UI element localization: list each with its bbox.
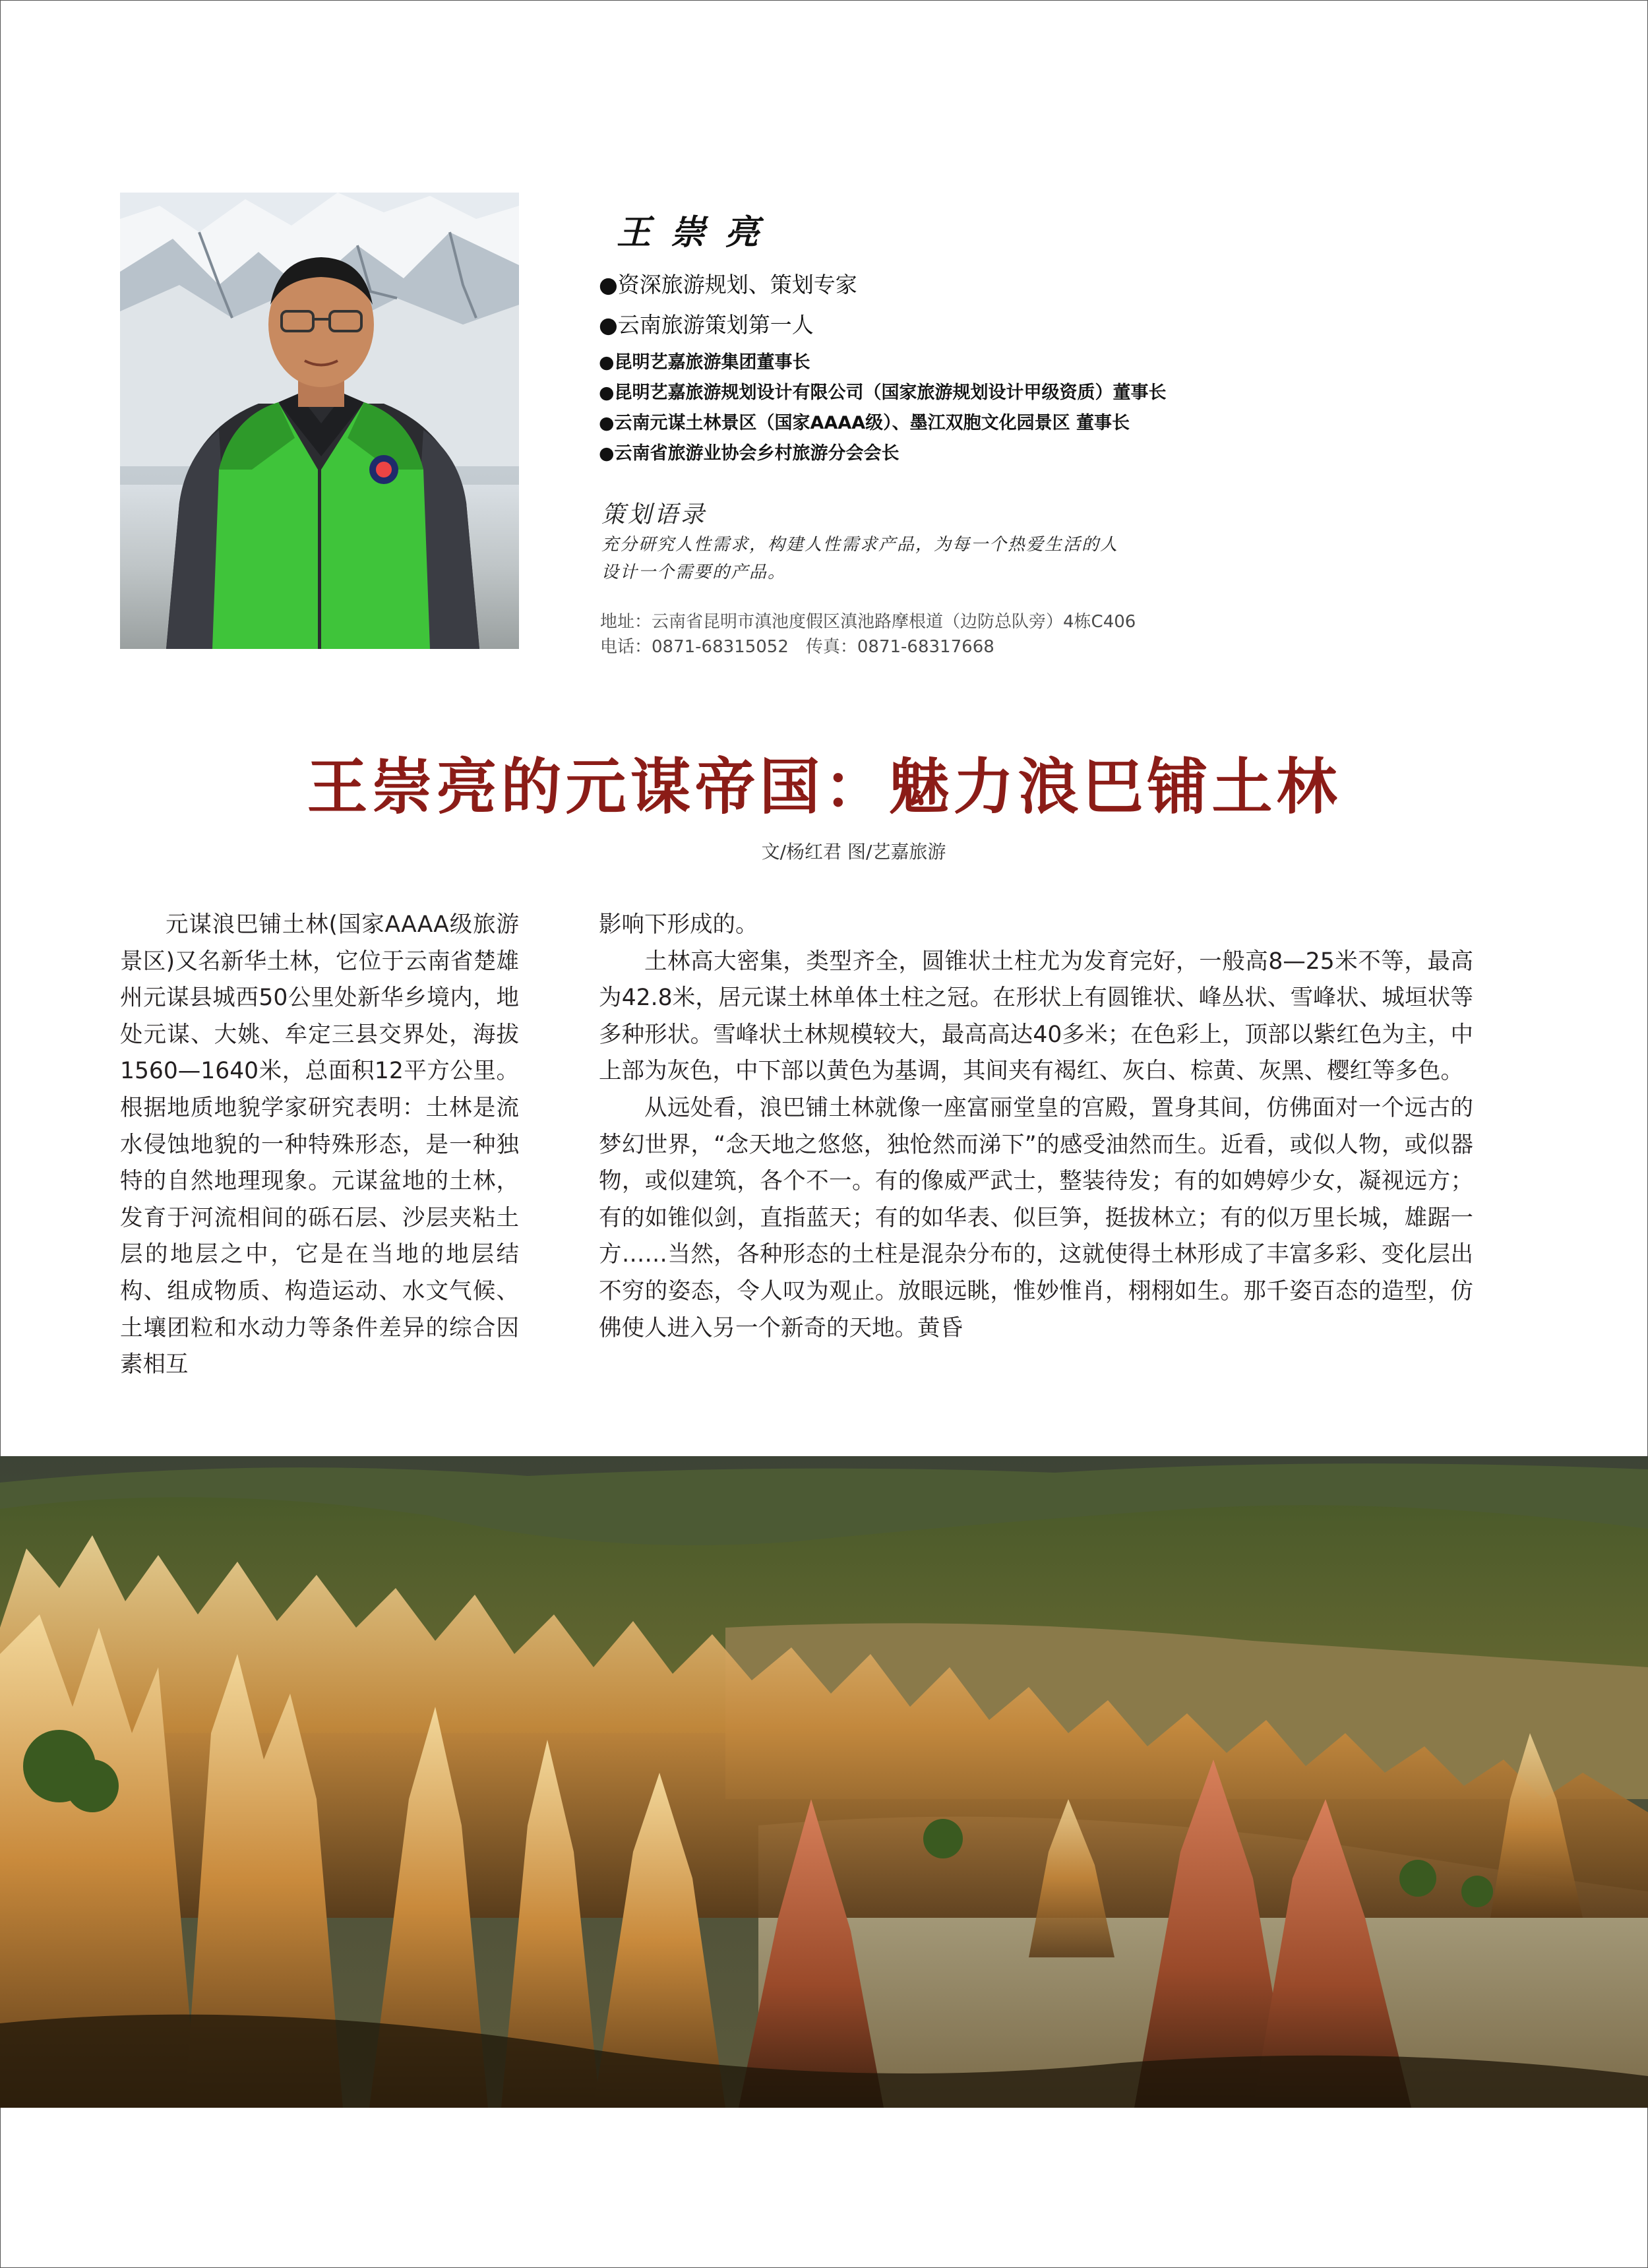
quote-label: 策划语录 <box>601 501 708 528</box>
role-primary-2: ●云南旅游策划第一人 <box>599 312 814 338</box>
article-paragraph-continuation: 影响下形成的。 <box>599 911 758 938</box>
contact-address: 地址：云南省昆明市滇池度假区滇池路摩根道（边防总队旁）4栋C406 <box>600 612 1136 632</box>
article-paragraph: 土林高大密集，类型齐全，圆锥状土柱尤为发育完好，一般高8—25米不等，最高为42.8米，居元谋土林单体土柱之冠。在形状上有圆锥状、峰丛状、雪峰状、城垣状等多种形状。雪峰状土林规模较大，最高高达40多米；在色彩上，顶部以紫红色为主，中上部为灰色，中下部以黄色为基调，其间夹有褐红、灰白、棕黄、灰黑、樱红等多色。 <box>599 948 1473 1085</box>
article-column-right <box>599 907 1473 1347</box>
quote-line-1: 充分研究人性需求，构建人性需求产品，为每一个热爱生活的人 <box>601 535 1119 555</box>
article-title: 王崇亮的元谋帝国：魅力浪巴铺土林 <box>307 752 1341 822</box>
profile-name: 王崇亮 <box>617 212 779 253</box>
contact-phone: 电话：0871-68315052 传真：0871-68317668 <box>600 637 994 657</box>
article-column-left <box>120 907 519 1384</box>
portrait-photo <box>120 193 519 649</box>
article-byline: 文/杨红君 图/艺嘉旅游 <box>761 841 946 863</box>
earth-forest-photo <box>0 1456 1648 2108</box>
role-secondary-2: ●昆明艺嘉旅游规划设计有限公司（国家旅游规划设计甲级资质）董事长 <box>599 383 1167 403</box>
quote-line-2: 设计一个需要的产品。 <box>601 563 787 582</box>
role-secondary-3: ●云南元谋土林景区（国家AAAA级）、墨江双胞文化园景区 董事长 <box>599 413 1130 433</box>
role-secondary-4: ●云南省旅游业协会乡村旅游分会会长 <box>599 443 900 464</box>
article-paragraph: 从远处看，浪巴铺土林就像一座富丽堂皇的宫殿，置身其间，仿佛面对一个远古的梦幻世界，“念天地之悠悠，独怆然而涕下”的感受油然而生。近看，或似人物，或似器物，或似建筑，各个不一。有的像威严武士，整装待发；有的如娉婷少女，凝视远方；有的如锥似剑，直指蓝天；有的如华表、似巨笋，挺拔林立；有的似万里长城，雄踞一方……当然，各种形态的土柱是混杂分布的，这就使得土林形成了丰富多彩、变化层出不穷的姿态，令人叹为观止。放眼远眺，惟妙惟肖，栩栩如生。那千姿百态的造型，仿佛使人进入另一个新奇的天地。黄昏 <box>599 1094 1473 1341</box>
article-paragraph: 元谋浪巴铺土林(国家AAAA级旅游景区)又名新华土林，它位于云南省楚雄州元谋县城西50公里处新华乡境内，地处元谋、大姚、牟定三县交界处，海拔1560—1640米，总面积12平方公里。根据地质地貌学家研究表明：土林是流水侵蚀地貌的一种特殊形态，是一种独特的自然地理现象。元谋盆地的土林，发育于河流相间的砾石层、沙层夹粘土层的地层之中，它是在当地的地层结构、组成物质、构造运动、水文气候、土壤团粒和水动力等条件差异的综合因素相互 <box>120 911 519 1378</box>
person-figure <box>120 193 519 649</box>
role-secondary-1: ●昆明艺嘉旅游集团董事长 <box>599 352 810 373</box>
role-primary-1: ●资深旅游规划、策划专家 <box>599 272 857 297</box>
